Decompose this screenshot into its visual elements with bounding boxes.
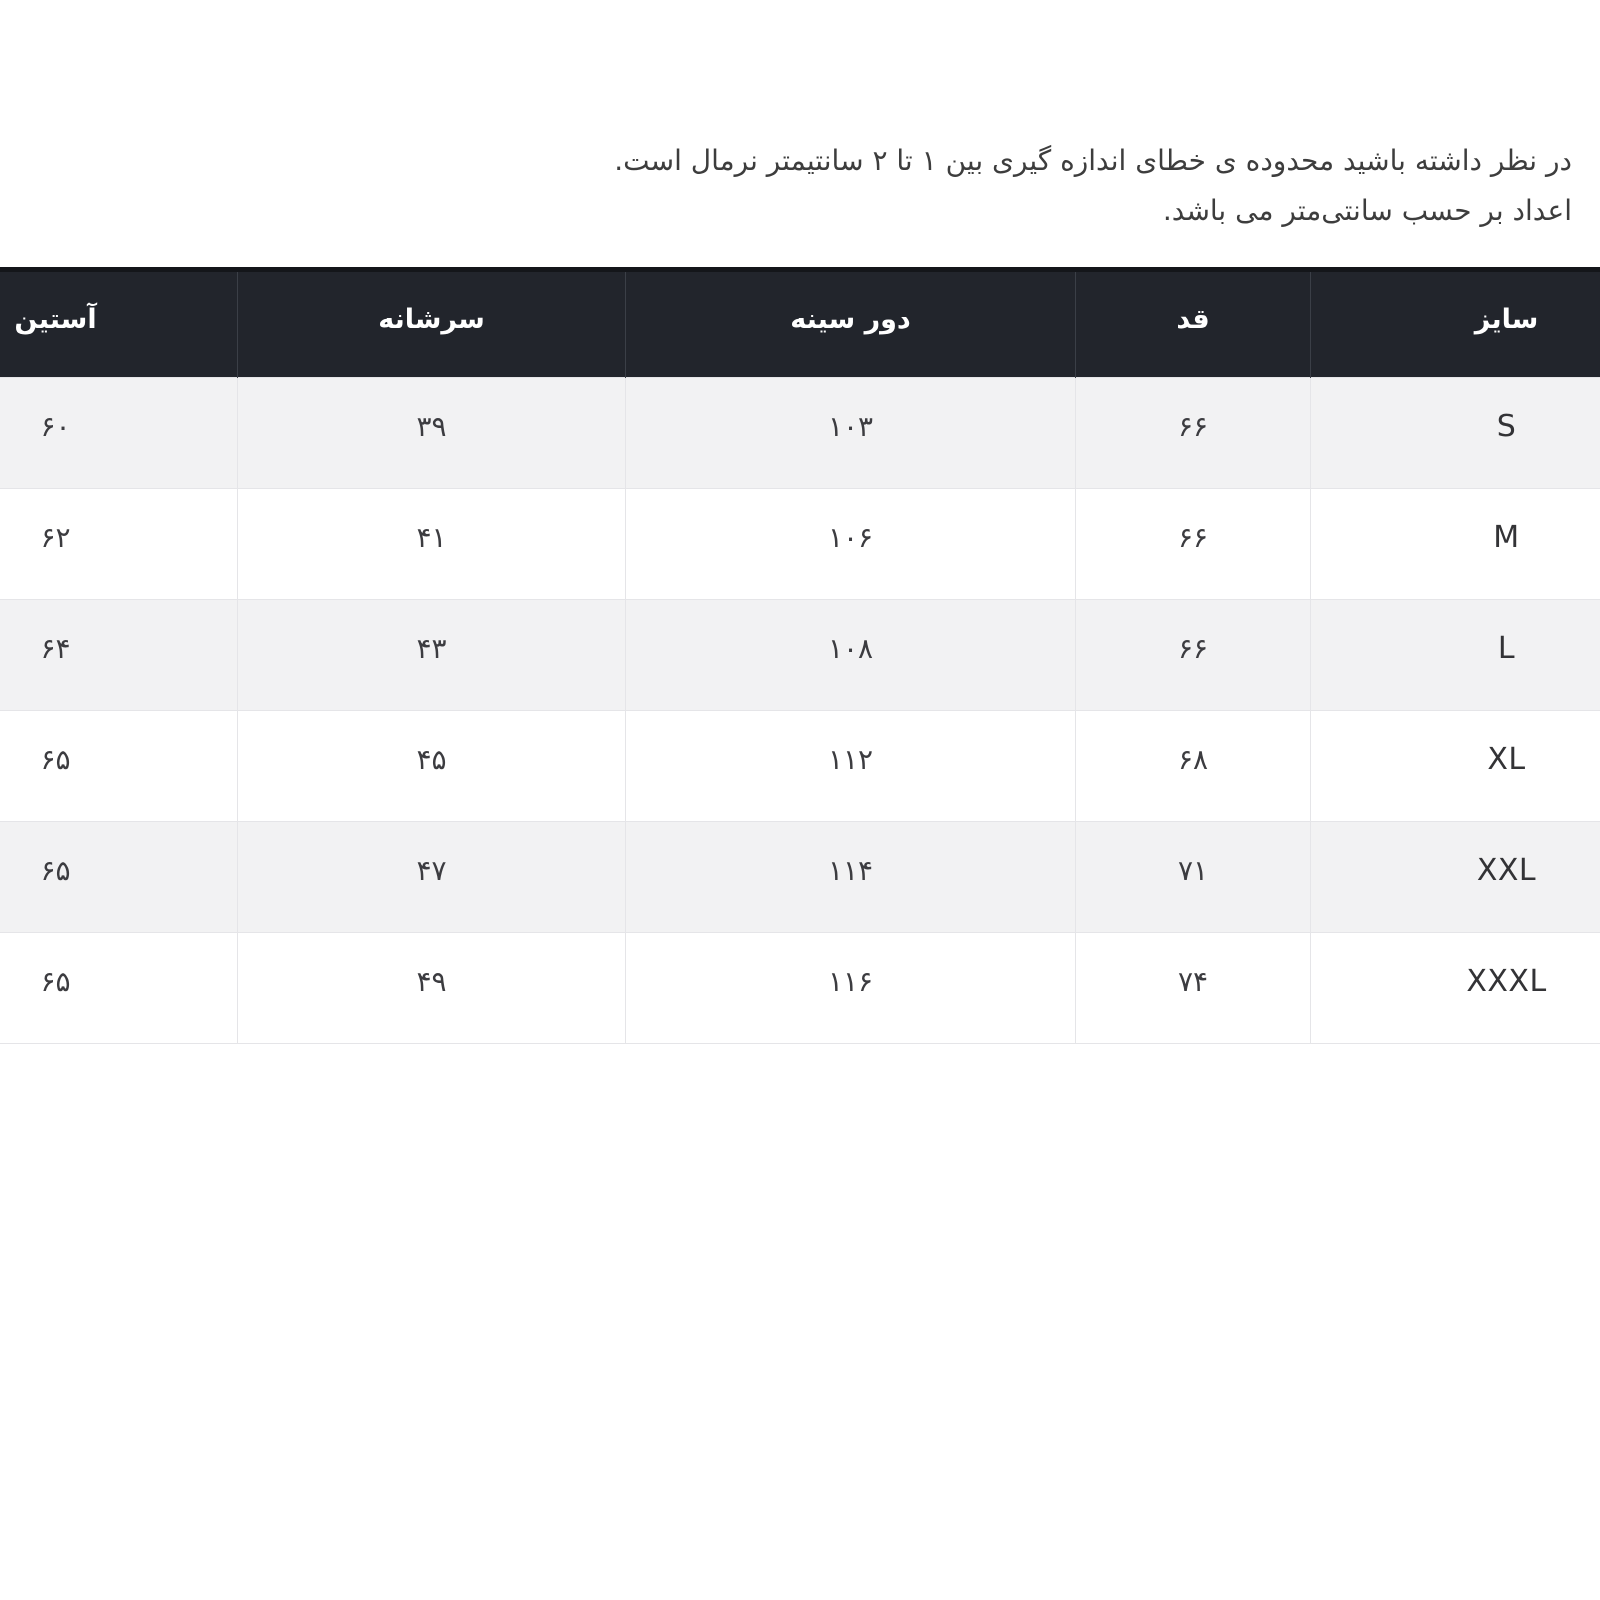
cell-shoulder: ۴۹ bbox=[238, 933, 626, 1044]
cell-sleeve: ۶۵ bbox=[0, 933, 238, 1044]
cell-sleeve: ۶۰ bbox=[0, 378, 238, 489]
table-row-s bbox=[0, 378, 1600, 489]
cell-length: ۷۱ bbox=[1076, 822, 1311, 933]
measurement-note-line2: اعداد بر حسب سانتی‌متر می باشد. bbox=[1162, 194, 1572, 227]
cell-chest: ۱۰۶ bbox=[626, 489, 1076, 600]
cell-sleeve: ۶۲ bbox=[0, 489, 238, 600]
cell-length: ۷۴ bbox=[1076, 933, 1311, 1044]
header-shoulder: سرشانه bbox=[238, 270, 626, 378]
cell-size: XXL bbox=[1311, 822, 1600, 933]
table-row-xl bbox=[0, 711, 1600, 822]
cell-shoulder: ۴۳ bbox=[238, 600, 626, 711]
header-chest: دور سینه bbox=[626, 270, 1076, 378]
cell-size: M bbox=[1311, 489, 1600, 600]
measurement-note-line1: در نظر داشته باشید محدوده ی خطای اندازه گیری بین ۱ تا ۲ سانتیمتر نرمال است. bbox=[614, 144, 1572, 177]
cell-sleeve: ۶۵ bbox=[0, 711, 238, 822]
cell-length: ۶۶ bbox=[1076, 489, 1311, 600]
cell-size: L bbox=[1311, 600, 1600, 711]
cell-shoulder: ۴۵ bbox=[238, 711, 626, 822]
header-length: قد bbox=[1076, 270, 1311, 378]
table-row-xxxl bbox=[0, 933, 1600, 1044]
cell-shoulder: ۳۹ bbox=[238, 378, 626, 489]
cell-chest: ۱۰۸ bbox=[626, 600, 1076, 711]
cell-shoulder: ۴۷ bbox=[238, 822, 626, 933]
cell-length: ۶۶ bbox=[1076, 600, 1311, 711]
measurement-note bbox=[614, 136, 1572, 236]
table-row-m bbox=[0, 489, 1600, 600]
cell-chest: ۱۰۳ bbox=[626, 378, 1076, 489]
header-sleeve: آستین bbox=[0, 270, 238, 378]
cell-sleeve: ۶۴ bbox=[0, 600, 238, 711]
cell-length: ۶۶ bbox=[1076, 378, 1311, 489]
cell-size: XL bbox=[1311, 711, 1600, 822]
cell-length: ۶۸ bbox=[1076, 711, 1311, 822]
table-row-xxl bbox=[0, 822, 1600, 933]
cell-size: XXXL bbox=[1311, 933, 1600, 1044]
size-chart-table bbox=[0, 267, 1600, 1044]
cell-shoulder: ۴۱ bbox=[238, 489, 626, 600]
cell-chest: ۱۱۶ bbox=[626, 933, 1076, 1044]
header-size: سایز bbox=[1311, 270, 1600, 378]
cell-chest: ۱۱۴ bbox=[626, 822, 1076, 933]
cell-chest: ۱۱۲ bbox=[626, 711, 1076, 822]
table-row-l bbox=[0, 600, 1600, 711]
cell-size: S bbox=[1311, 378, 1600, 489]
table-header-row bbox=[0, 270, 1600, 378]
cell-sleeve: ۶۵ bbox=[0, 822, 238, 933]
